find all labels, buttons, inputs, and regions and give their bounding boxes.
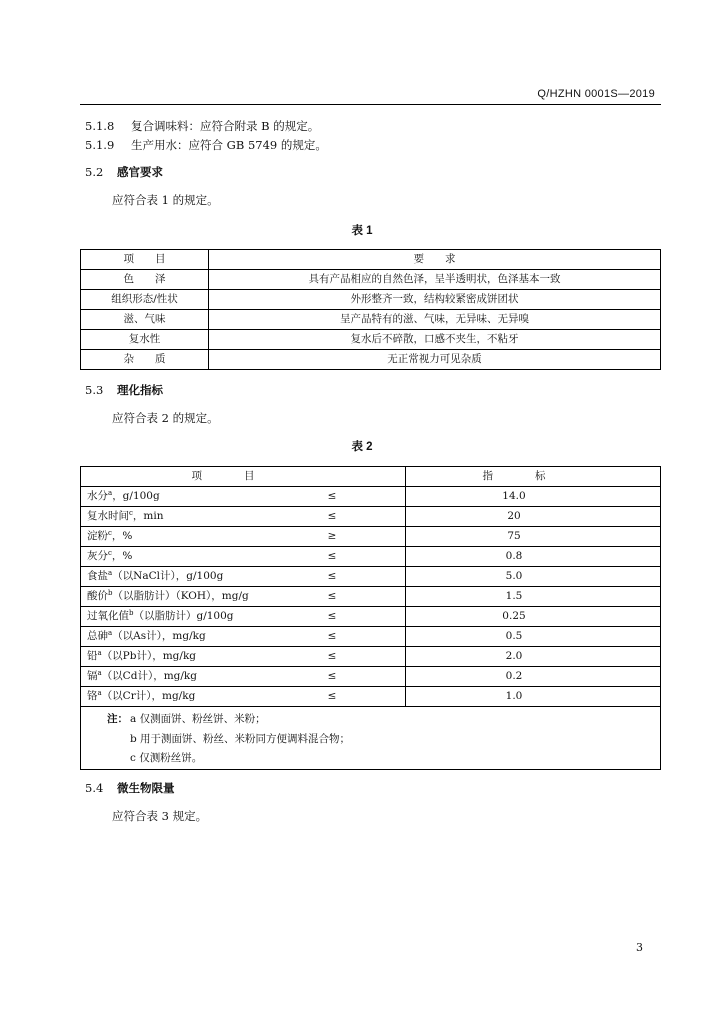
limit-value: 2.0 bbox=[505, 650, 523, 662]
row-item-cell bbox=[81, 687, 406, 706]
item-name: 酸价 bbox=[87, 590, 108, 602]
column-header-item: 项 目 bbox=[81, 467, 406, 486]
footnote-marker: a bbox=[108, 489, 113, 497]
item-name: 淀粉 bbox=[87, 530, 108, 542]
row-item: 色 泽 bbox=[81, 270, 209, 289]
row-item-name bbox=[81, 507, 322, 526]
column-header-item: 项 目 bbox=[81, 250, 209, 269]
table-row bbox=[81, 349, 660, 369]
item-unit: （以Cr计），mg/kg bbox=[101, 690, 196, 702]
limit-operator: ≤ bbox=[327, 510, 337, 522]
column-header-limit: 指 标 bbox=[482, 470, 546, 482]
limit-operator: ≤ bbox=[327, 590, 337, 602]
limit-value: 1.0 bbox=[505, 690, 523, 702]
row-item-cell bbox=[81, 647, 406, 666]
table-row bbox=[81, 486, 660, 506]
row-item-name bbox=[81, 687, 322, 706]
footnote-marker: c bbox=[108, 549, 112, 557]
limit-value: 14.0 bbox=[502, 490, 526, 502]
section-title: 感官要求 bbox=[117, 167, 163, 179]
footnote-marker: b bbox=[129, 609, 134, 617]
table-2 bbox=[80, 466, 661, 770]
row-item-cell bbox=[81, 547, 406, 566]
section-title: 微生物限量 bbox=[117, 783, 175, 795]
row-item-cell bbox=[81, 587, 406, 606]
page-number: 3 bbox=[636, 941, 643, 954]
note-line: b 用于测面饼、粉丝、米粉同方便调料混合物； bbox=[130, 732, 351, 745]
table-row bbox=[81, 646, 660, 666]
footnote-marker: a bbox=[97, 669, 102, 677]
item-unit: （以Cd计），mg/kg bbox=[101, 670, 197, 682]
row-item-name bbox=[81, 487, 322, 506]
table-row bbox=[81, 329, 660, 349]
item-unit: （以脂肪计）（KOH），mg/g bbox=[112, 590, 249, 602]
section-body-5-3: 应符合表 2 的规定。 bbox=[112, 411, 219, 425]
footnote-marker: a bbox=[97, 689, 102, 697]
table-row bbox=[81, 626, 660, 646]
footnote-marker: a bbox=[108, 569, 113, 577]
item-name: 过氧化值 bbox=[87, 610, 129, 622]
note-line bbox=[107, 710, 660, 730]
limit-value: 20 bbox=[507, 510, 521, 522]
table-1 bbox=[80, 249, 661, 370]
section-number: 5.3 bbox=[85, 383, 104, 397]
row-item-name bbox=[81, 567, 322, 586]
item-name: 水分 bbox=[87, 490, 108, 502]
row-requirement: 外形整齐一致，结构较紧密成饼团状 bbox=[350, 293, 519, 305]
table-1-caption: 表 1 bbox=[351, 225, 373, 237]
limit-value: 5.0 bbox=[505, 570, 523, 582]
row-item-name bbox=[81, 647, 322, 666]
limit-operator: ≤ bbox=[327, 570, 337, 582]
column-header-requirement: 要 求 bbox=[413, 253, 456, 265]
clause-number: 5.1.8 bbox=[85, 119, 115, 133]
note-label: 注： bbox=[107, 713, 128, 725]
row-item-cell bbox=[81, 507, 406, 526]
table-row bbox=[81, 686, 660, 706]
table-row bbox=[81, 546, 660, 566]
row-item: 杂 质 bbox=[81, 350, 209, 369]
row-item-name bbox=[81, 667, 322, 686]
table-row bbox=[81, 506, 660, 526]
section-number: 5.2 bbox=[85, 165, 104, 179]
row-item-name bbox=[81, 587, 322, 606]
item-name: 灰分 bbox=[87, 550, 108, 562]
item-unit: ，g/100g bbox=[112, 490, 160, 502]
limit-operator: ≤ bbox=[327, 670, 337, 682]
row-requirement: 呈产品特有的滋、气味，无异味、无异嗅 bbox=[340, 313, 529, 325]
document-code: Q/HZHN 0001S—2019 bbox=[537, 88, 655, 100]
table-row bbox=[81, 666, 660, 686]
clause-5-1-9 bbox=[85, 138, 327, 152]
clause-text: 生产用水：应符合 GB 5749 的规定。 bbox=[131, 138, 327, 152]
note-line: c 仅测粉丝饼。 bbox=[130, 752, 203, 764]
limit-operator: ≥ bbox=[327, 530, 337, 542]
clause-5-1-8 bbox=[85, 119, 319, 133]
section-number: 5.4 bbox=[85, 781, 104, 795]
limit-value: 0.25 bbox=[502, 610, 526, 622]
table-row bbox=[81, 309, 660, 329]
row-item-name bbox=[81, 527, 322, 546]
table-row bbox=[81, 269, 660, 289]
row-item-cell bbox=[81, 667, 406, 686]
row-item-cell bbox=[81, 627, 406, 646]
item-name: 食盐 bbox=[87, 570, 108, 582]
item-unit: （以脂肪计）g/100g bbox=[133, 610, 234, 622]
row-item-cell bbox=[81, 607, 406, 626]
table-row bbox=[81, 526, 660, 546]
header-rule bbox=[80, 104, 661, 105]
table-row bbox=[81, 289, 660, 309]
footnote-marker: a bbox=[97, 649, 102, 657]
section-title: 理化指标 bbox=[117, 385, 163, 397]
limit-value: 0.8 bbox=[505, 550, 523, 562]
row-item-name bbox=[81, 547, 322, 566]
limit-value: 75 bbox=[507, 530, 521, 542]
limit-operator: ≤ bbox=[327, 630, 337, 642]
limit-operator: ≤ bbox=[327, 550, 337, 562]
table-header-row bbox=[81, 250, 660, 269]
item-unit: （以Pb计），mg/kg bbox=[101, 650, 197, 662]
item-name: 总砷 bbox=[87, 630, 108, 642]
row-requirement: 无正常视力可见杂质 bbox=[387, 353, 482, 365]
row-item-name bbox=[81, 627, 322, 646]
table-row bbox=[81, 566, 660, 586]
table-row bbox=[81, 586, 660, 606]
item-unit: （以As计），mg/kg bbox=[112, 630, 206, 642]
section-body-5-2: 应符合表 1 的规定。 bbox=[112, 193, 219, 207]
section-heading-5-3 bbox=[85, 383, 163, 398]
row-item-name bbox=[81, 607, 322, 626]
footnote-marker: c bbox=[129, 509, 133, 517]
item-unit: ，min bbox=[132, 510, 164, 522]
table-2-caption: 表 2 bbox=[351, 441, 373, 453]
clause-number: 5.1.9 bbox=[85, 138, 115, 152]
limit-operator: ≤ bbox=[327, 610, 337, 622]
table-header-row bbox=[81, 467, 660, 486]
limit-value: 0.2 bbox=[505, 670, 523, 682]
item-unit: ，% bbox=[111, 550, 133, 562]
note-text: a 仅测面饼、粉丝饼、米粉； bbox=[130, 713, 266, 725]
section-heading-5-4 bbox=[85, 781, 175, 796]
row-requirement: 复水后不碎散，口感不夹生，不粘牙 bbox=[350, 333, 519, 345]
item-unit: （以NaCl计），g/100g bbox=[112, 570, 224, 582]
limit-value: 0.5 bbox=[505, 630, 523, 642]
item-name: 复水时间 bbox=[87, 510, 129, 522]
row-requirement: 具有产品相应的自然色泽，呈半透明状，色泽基本一致 bbox=[308, 273, 561, 285]
row-item-cell bbox=[81, 527, 406, 546]
item-name: 镉 bbox=[87, 670, 98, 682]
row-item-cell bbox=[81, 487, 406, 506]
item-name: 铬 bbox=[87, 690, 98, 702]
footnote-marker: a bbox=[108, 629, 113, 637]
row-item-cell bbox=[81, 567, 406, 586]
row-item: 复水性 bbox=[81, 330, 209, 349]
clause-text: 复合调味料：应符合附录 B 的规定。 bbox=[131, 119, 320, 133]
item-unit: ，% bbox=[111, 530, 133, 542]
section-body-5-4: 应符合表 3 规定。 bbox=[112, 809, 208, 823]
table-row bbox=[81, 606, 660, 626]
item-name: 铅 bbox=[87, 650, 98, 662]
footnote-marker: b bbox=[108, 589, 113, 597]
limit-value: 1.5 bbox=[505, 590, 523, 602]
row-item: 组织形态/性状 bbox=[81, 290, 209, 309]
row-item: 滋、气味 bbox=[81, 310, 209, 329]
limit-operator: ≤ bbox=[327, 650, 337, 662]
limit-operator: ≤ bbox=[327, 690, 337, 702]
limit-operator: ≤ bbox=[327, 490, 337, 502]
section-heading-5-2 bbox=[85, 165, 163, 180]
footnote-marker: c bbox=[108, 529, 112, 537]
table-notes bbox=[81, 706, 660, 769]
